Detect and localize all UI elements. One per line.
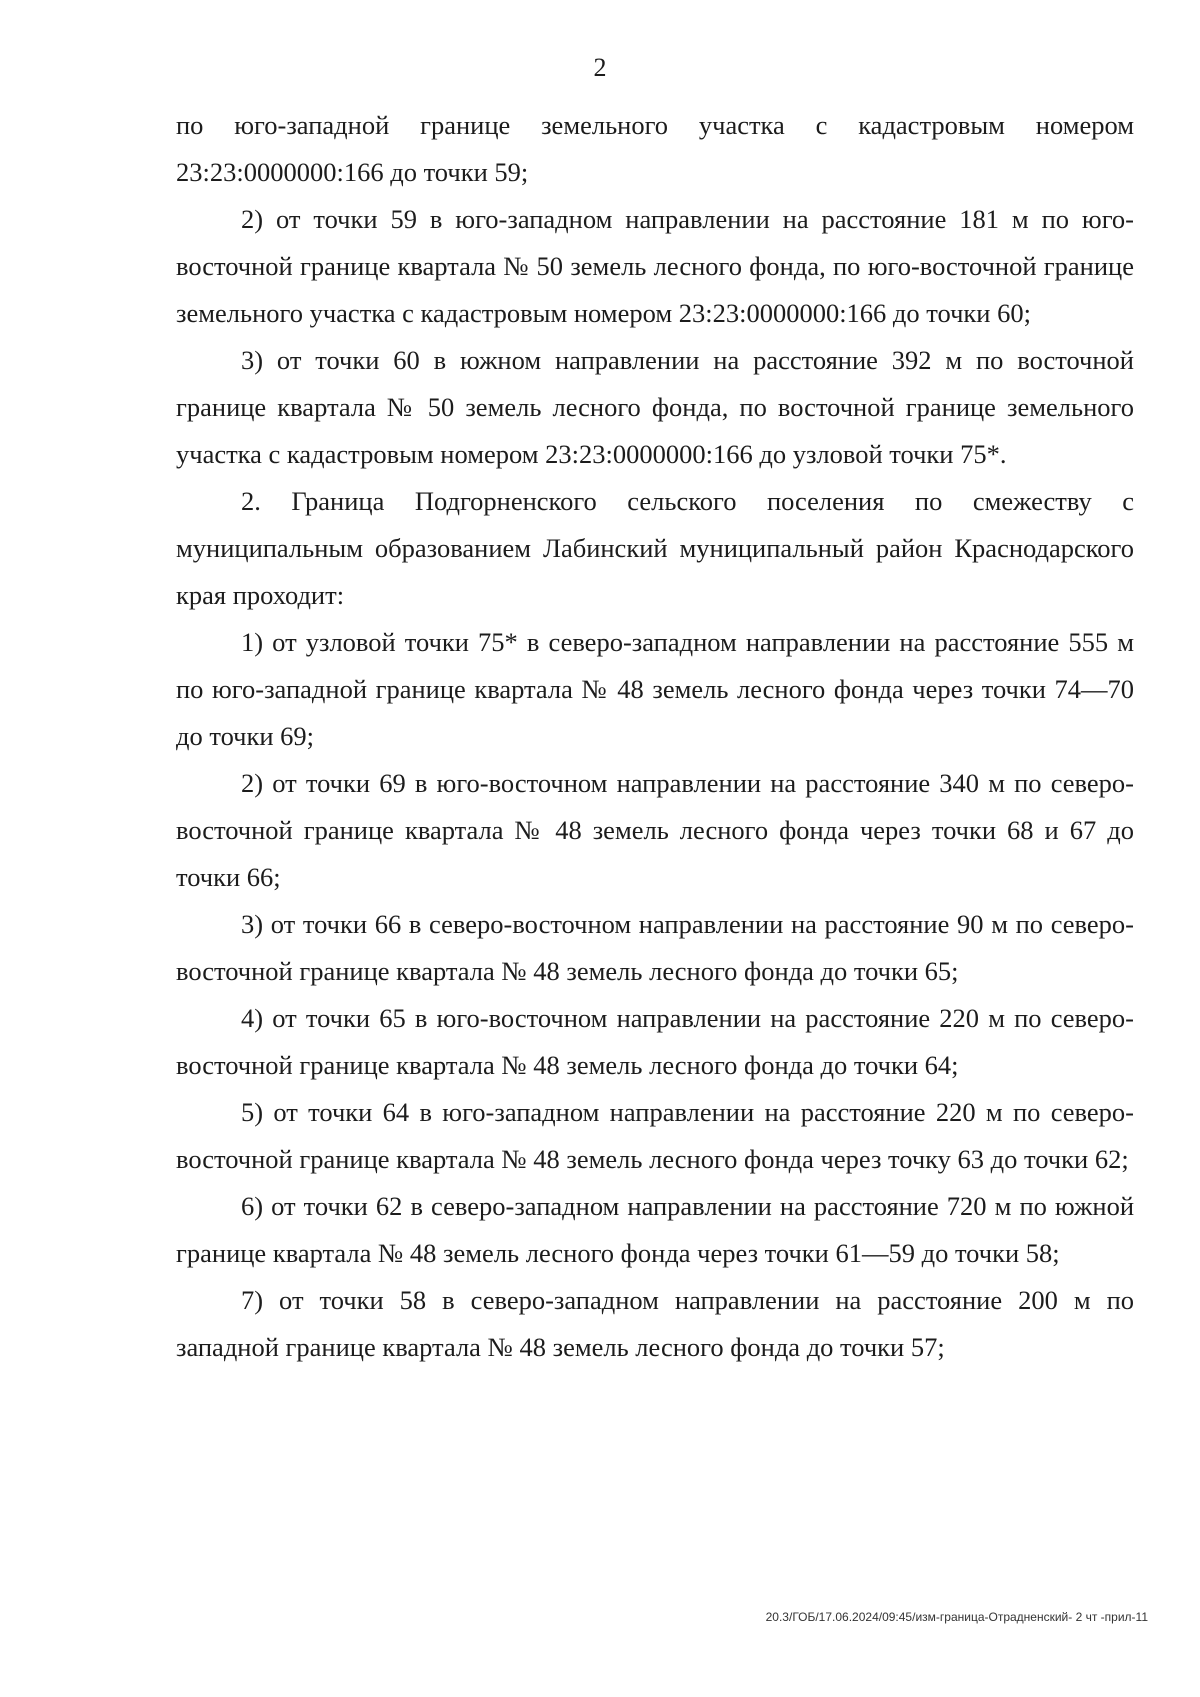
paragraph-item-2: 2) от точки 59 в юго-западном направлении на расстояние 181 м по юго-восточной границе квартала № 50 земель лесного фонда, по юго-восточной границе земельного участка с кадастровым номером 23:23:0000000:166 до точки 60; — [176, 204, 1134, 328]
footer-document-code: 20.3/ГОБ/17.06.2024/09:45/изм-граница-Отрадненский- 2 чт -прил-11 — [765, 1610, 1148, 1624]
paragraph-item-1: 1) от узловой точки 75* в северо-западном направлении на расстояние 555 м по юго-западной границе квартала № 48 земель лесного фонда через точки 74—70 до точки 69; — [176, 627, 1134, 751]
document-body — [176, 102, 1134, 1371]
paragraph-item-6: 6) от точки 62 в северо-западном направлении на расстояние 720 м по южной границе квартала № 48 земель лесного фонда через точки 61—59 до точки 58; — [176, 1191, 1134, 1268]
paragraph-item-5: 5) от точки 64 в юго-западном направлении на расстояние 220 м по северо-восточной границе квартала № 48 земель лесного фонда через точку 63 до точки 62; — [176, 1097, 1134, 1174]
paragraph-item-3: 3) от точки 60 в южном направлении на расстояние 392 м по восточной границе квартала № 50 земель лесного фонда, по восточной границе земельного участка с кадастровым номером 23:23:0000000:166 до узловой точки 75*. — [176, 345, 1134, 469]
page-number: 2 — [593, 53, 607, 82]
paragraph-item-2-b: 2) от точки 69 в юго-восточном направлении на расстояние 340 м по северо-восточной границе квартала № 48 земель лесного фонда через точки 68 и 67 до точки 66; — [176, 768, 1134, 892]
paragraph-item-4: 4) от точки 65 в юго-восточном направлении на расстояние 220 м по северо-восточной границе квартала № 48 земель лесного фонда до точки 64; — [176, 1003, 1134, 1080]
paragraph-section-2: 2. Граница Подгорненского сельского поселения по смежеству с муниципальным образованием Лабинский муниципальный район Краснодарского края проходит: — [176, 486, 1134, 610]
paragraph-continuation: по юго-западной границе земельного участка с кадастровым номером 23:23:0000000:166 до точки 59; — [176, 110, 1134, 187]
paragraph-item-3-b: 3) от точки 66 в северо-восточном направлении на расстояние 90 м по северо-восточной границе квартала № 48 земель лесного фонда до точки 65; — [176, 909, 1134, 986]
paragraph-item-7: 7) от точки 58 в северо-западном направлении на расстояние 200 м по западной границе квартала № 48 земель лесного фонда до точки 57; — [176, 1285, 1134, 1362]
